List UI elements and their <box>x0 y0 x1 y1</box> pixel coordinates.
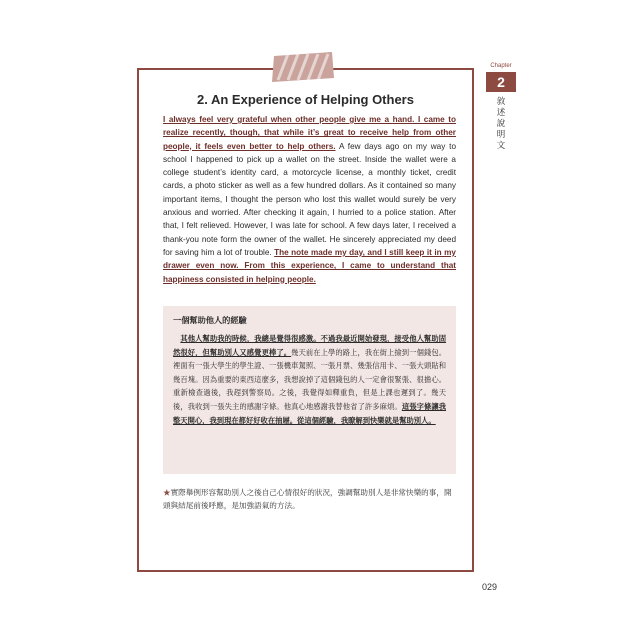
chapter-number: 2 <box>486 72 516 92</box>
page-number: 029 <box>482 582 498 592</box>
english-passage <box>163 113 456 286</box>
translation-middle: 幾天前在上學的路上，我在街上撿到一個錢包。裡面有一張大學生的學生證、一張機車駕照、一張月票、幾張信用卡、一張大頭貼和幾百塊。因為重要的東西這麼多，我想說掉了這個錢包的人一定會很緊張、很擔心。重新檢查過後，我趕到警察局。之後，我覺得如釋重負，但是上課也遲到了。幾天後，我收到一張失主的感謝字條。他真心地感謝我替他省了許多麻煩。 <box>173 347 447 411</box>
note-text: 實際舉例形容幫助別人之後自己心情很好的狀況，強調幫助別人是非常快樂的事，開頭與結尾前後呼應，是加強語氣的方法。 <box>163 488 452 510</box>
chapter-word: Chapter <box>490 63 512 69</box>
passage-title: 2. An Experience of Helping Others <box>197 92 414 107</box>
translation-box <box>163 306 456 474</box>
topic-sentence: I always feel very grateful when other people give me a hand. I came to realize recently, though, that while it’s great to receive help from other people, it feels even better to help others. <box>163 115 456 151</box>
concluding-sentence: The note made my day, and I still keep it in my drawer even now. From this experience, I came to understand that happiness consisted in helping people. <box>163 247 456 284</box>
passage-body: A few days ago on my way to school I happened to pick up a wallet on the street. Inside the wallet were a college student’s identity card, a motorcycle license, a monthly ticket, credit cards, a photo sticker as well as a few hundred dollars. As it contained so many important items, I thought the person who lost this wallet would surely be very anxious and worried. After checking it again, I hurried to a police station. After that, I felt relieved. However, I was late for school. A few days later, I received a thank-you note form the owner of the wallet. He sincerely appreciated my deed for saving him a lot of trouble. <box>163 141 457 257</box>
translation-topic-sentence: 其他人幫助我的時候，我總是覺得很感激。不過我最近開始發現，接受他人幫助固然很好，但幫助別人又感覺更棒了。 <box>173 334 447 357</box>
translation-body <box>173 332 446 427</box>
translation-title: 一個幫助他人的經驗 <box>173 316 247 325</box>
chapter-label: 敘述說明文 <box>496 96 506 150</box>
star-icon: ★ <box>163 488 171 497</box>
translation-concluding-sentence: 這張字條讓我整天開心，我到現在都好好收在抽屜。從這個經驗，我瞭解到快樂就是幫助別人。 <box>173 401 447 425</box>
note <box>163 486 459 512</box>
tape-decoration <box>272 52 334 82</box>
